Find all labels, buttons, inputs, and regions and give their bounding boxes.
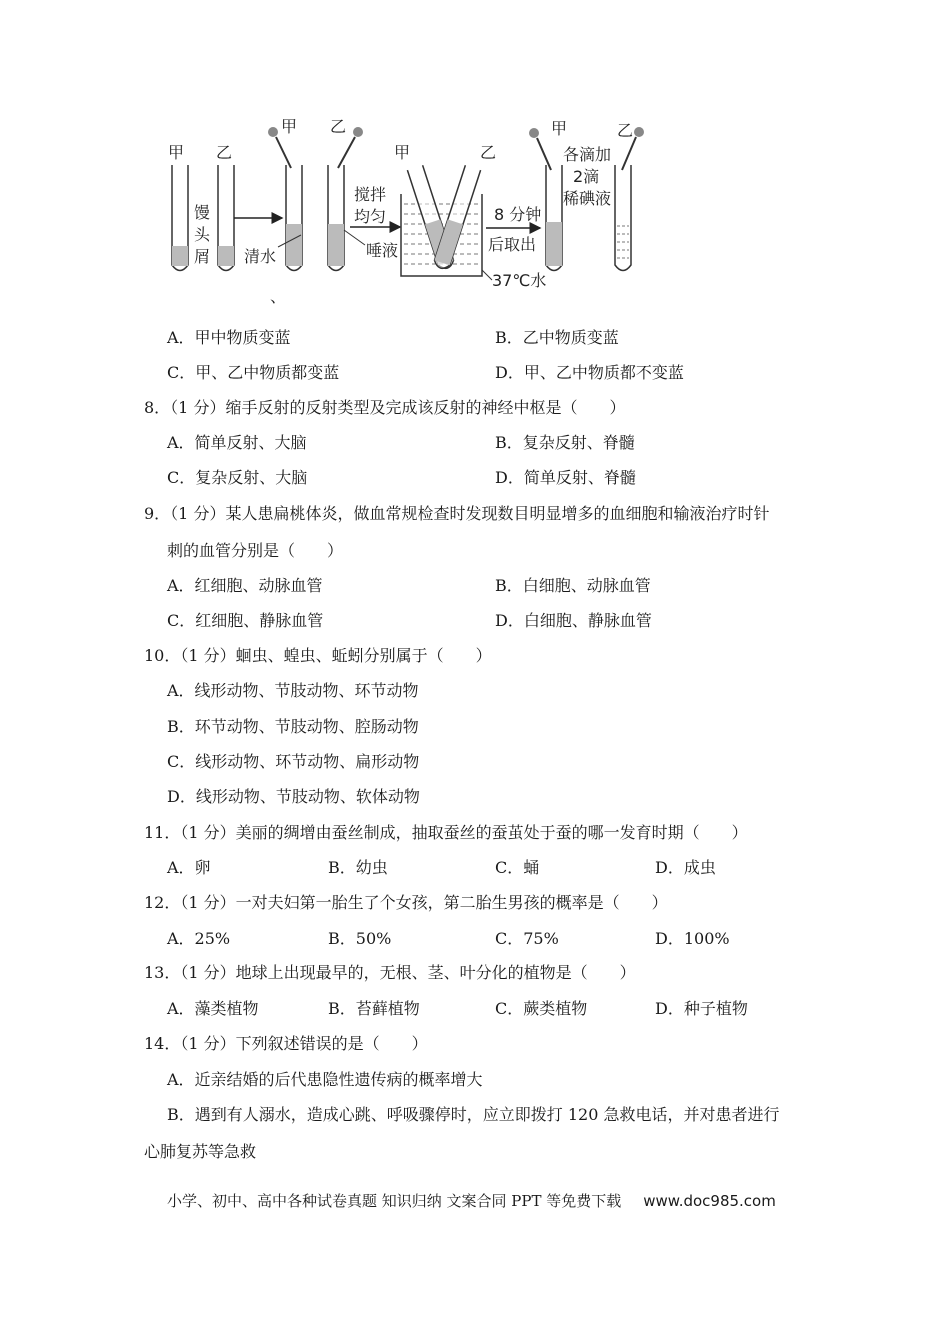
label-tuoye: 唾液 (366, 241, 399, 260)
q13-option-b: B．苔藓植物 (328, 999, 420, 1018)
page-footer (167, 1190, 776, 1211)
step5-iodine (529, 119, 644, 271)
label-jia-3: 甲 (394, 143, 411, 162)
pointer-tuoye (344, 230, 365, 245)
q7-option-d: D．甲、乙中物质都不变蓝 (495, 363, 684, 382)
test-tube-yi-5 (615, 165, 631, 271)
iodine-dropper-bulb-yi (634, 127, 644, 137)
dropper-bulb-yi (353, 127, 363, 137)
label-mantou-1: 馒 (194, 203, 211, 222)
q8-option-b: B．复杂反射、脊髓 (495, 433, 635, 452)
label-minutes-2: 后取出 (488, 235, 537, 254)
q8-option-d: D．简单反射、脊髓 (495, 468, 636, 487)
sample-fill-jia-5 (546, 222, 562, 266)
label-iodine-3: 稀碘液 (563, 189, 612, 208)
q11-option-c: C．蛹 (495, 858, 540, 877)
q9-option-c: C．红细胞、静脉血管 (167, 611, 324, 630)
iodine-dropper-yi (622, 137, 636, 170)
label-yi-2: 乙 (330, 117, 347, 136)
iodine-dropper-jia (537, 138, 551, 170)
label-jia-4: 甲 (551, 119, 568, 138)
q12-stem: 12．（1 分）一对夫妇第一胎生了个女孩，第二胎生男孩的概率是（ ） (144, 893, 668, 912)
q9-stem-line2: 刺的血管分别是（ ） (167, 541, 344, 560)
label-jia-1: 甲 (168, 143, 185, 162)
step3-water-bath (270, 143, 546, 306)
dropper-jia (276, 137, 291, 168)
q7-option-a: A．甲中物质变蓝 (167, 328, 291, 347)
q10-option-a: A．线形动物、节肢动物、环节动物 (167, 681, 419, 700)
experiment-figure (160, 110, 660, 310)
label-minutes-1: 8 分钟 (494, 205, 542, 224)
q9-option-a: A．红细胞、动脉血管 (167, 576, 323, 595)
label-yi-1: 乙 (216, 143, 233, 162)
label-jiaoban-1: 搅拌 (354, 185, 387, 204)
tube-yi-5-contents (617, 226, 629, 258)
q12-option-b: B．50% (328, 929, 392, 948)
q14-stem: 14．（1 分）下列叙述错误的是（ ） (144, 1034, 428, 1053)
q8-stem: 8．（1 分）缩手反射的反射类型及完成该反射的神经中枢是（ ） (144, 398, 626, 417)
q8-option-a: A．简单反射、大脑 (167, 433, 307, 452)
q10-option-c: C．线形动物、环节动物、扁形动物 (167, 752, 420, 771)
q14-option-b-line1: B．遇到有人溺水，造成心跳、呼吸骤停时，应立即拨打 120 急救电话，并对患者进行 (167, 1105, 780, 1124)
q11-option-d: D．成虫 (655, 858, 716, 877)
label-mantou-2: 头 (194, 225, 211, 244)
label-yi-3: 乙 (480, 143, 497, 162)
q10-stem: 10．（1 分）蛔虫、蝗虫、蚯蚓分别属于（ ） (144, 646, 492, 665)
label-jia-2: 甲 (281, 117, 298, 136)
q14-option-a: A．近亲结婚的后代患隐性遗传病的概率增大 (167, 1070, 483, 1089)
q12-option-c: C．75% (495, 929, 559, 948)
footer-url[interactable]: www.doc985.com (643, 1192, 776, 1210)
label-water: 37℃水 (492, 271, 547, 290)
label-iodine-2: 2滴 (573, 167, 600, 186)
q13-stem: 13．（1 分）地球上出现最早的，无根、茎、叶分化的植物是（ ） (144, 963, 636, 982)
pointer-water (482, 270, 492, 280)
q9-stem-line1: 9．（1 分）某人患扁桃体炎，做血常规检查时发现数目明显增多的血细胞和输液治疗时针 (144, 504, 770, 523)
q7-option-b: B．乙中物质变蓝 (495, 328, 619, 347)
step4-timer (486, 205, 541, 254)
sample-fill-jia-1 (172, 246, 188, 266)
label-qingshui: 清水 (244, 247, 277, 266)
q12-option-a: A．25% (167, 929, 231, 948)
q13-option-a: A．藻类植物 (167, 999, 259, 1018)
q10-option-d: D．线形动物、节肢动物、软体动物 (167, 787, 420, 806)
q7-option-c: C．甲、乙中物质都变蓝 (167, 363, 340, 382)
footer-text: 小学、初中、高中各种试卷真题 知识归纳 文案合同 PPT 等免费下载 (167, 1192, 622, 1210)
q12-option-d: D．100% (655, 929, 730, 948)
step2-tubes (244, 117, 400, 271)
q13-option-c: C．蕨类植物 (495, 999, 588, 1018)
label-yi-4: 乙 (617, 121, 634, 140)
q11-stem: 11．（1 分）美丽的绸增由蚕丝制成，抽取蚕丝的蚕茧处于蚕的哪一发育时期（ ） (144, 823, 748, 842)
q9-option-b: B．白细胞、动脉血管 (495, 576, 651, 595)
iodine-dropper-bulb-jia (529, 128, 539, 138)
dropper-bulb-jia (268, 127, 278, 137)
dropper-yi (338, 137, 355, 168)
sample-fill-yi-2 (328, 224, 344, 266)
q9-option-d: D．白细胞、静脉血管 (495, 611, 652, 630)
q11-option-b: B．幼虫 (328, 858, 388, 877)
q14-option-b-line2: 心肺复苏等急救 (144, 1142, 257, 1161)
label-mantou-3: 屑 (194, 247, 211, 266)
sample-fill-yi-1 (218, 246, 234, 266)
sample-fill-jia-2 (286, 224, 302, 266)
q11-option-a: A．卵 (167, 858, 211, 877)
q8-option-c: C．复杂反射、大脑 (167, 468, 308, 487)
q13-option-d: D．种子植物 (655, 999, 748, 1018)
label-jiaoban-2: 均匀 (354, 207, 387, 226)
stray-mark: 、 (270, 287, 287, 306)
q10-option-b: B．环节动物、节肢动物、腔肠动物 (167, 717, 419, 736)
label-iodine-1: 各滴加 (563, 145, 612, 164)
